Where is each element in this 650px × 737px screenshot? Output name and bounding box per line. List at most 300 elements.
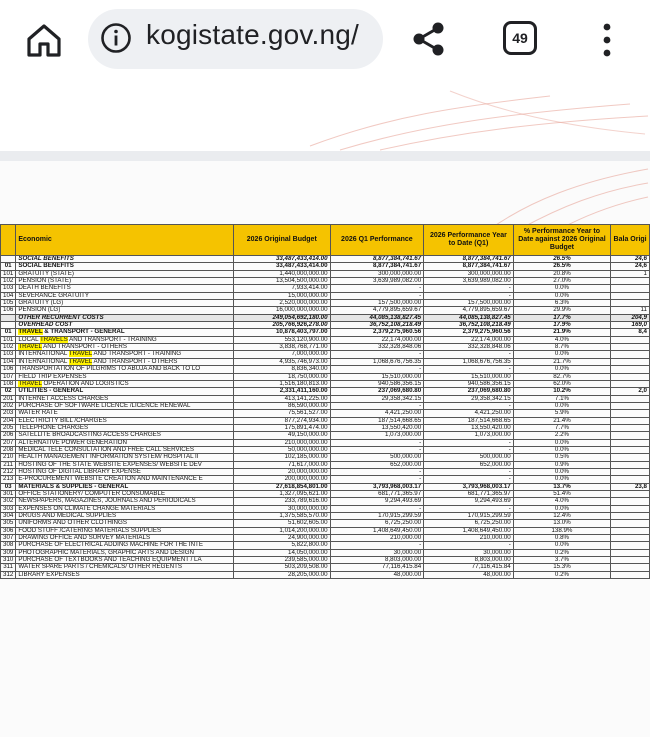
table-cell-pct: 12.4%	[513, 513, 610, 520]
table-cell-name: SOCIAL BENEFITS	[16, 263, 234, 270]
table-cell-bal	[611, 520, 650, 527]
table-row	[1, 278, 650, 285]
table-cell-ytd: -	[424, 476, 514, 483]
column-header: 2026 Q1 Performance	[330, 225, 424, 256]
table-cell-bal	[611, 432, 650, 439]
table-cell-name: UTILITIES - GENERAL	[16, 388, 234, 395]
table-cell-budget: 14,050,000.00	[234, 549, 331, 556]
table-cell-ytd: 1,073,000.00	[424, 432, 514, 439]
table-cell-q1: 332,328,848.06	[330, 344, 424, 351]
table-cell-name: SATELLITE BROADCASTING ACCESS CHARGES	[16, 432, 234, 439]
table-cell-bal	[611, 395, 650, 402]
table-cell-ytd: 48,000.00	[424, 571, 514, 578]
table-cell-q1: -	[330, 402, 424, 409]
table-cell-code: 306	[1, 527, 16, 534]
table-cell-ytd: 22,174,000.00	[424, 336, 514, 343]
table-row	[1, 300, 650, 307]
table-cell-name: SOCIAL BENEFITS	[16, 256, 234, 263]
table-cell-q1: -	[330, 542, 424, 549]
table-cell-name: TRAVEL & TRANSPORT - GENERAL	[16, 329, 234, 336]
table-cell-bal: 204,9	[611, 314, 650, 321]
table-cell-ytd: 3,793,968,003.17	[424, 483, 514, 490]
table-cell-bal	[611, 358, 650, 365]
table-cell-pct: 13.0%	[513, 520, 610, 527]
table-cell-q1: -	[330, 292, 424, 299]
table-cell-ytd: 8,877,384,741.67	[424, 256, 514, 263]
search-highlight: TRAVEL	[18, 380, 42, 387]
table-cell-code: 305	[1, 520, 16, 527]
table-cell-q1: 15,510,000.00	[330, 373, 424, 380]
table-row	[1, 424, 650, 431]
table-cell-bal	[611, 461, 650, 468]
table-cell-ytd: -	[424, 366, 514, 373]
table-cell-bal	[611, 380, 650, 387]
table-cell-q1: 1,073,000.00	[330, 432, 424, 439]
table-cell-pct: 27.0%	[513, 278, 610, 285]
table-cell-bal: 11	[611, 307, 650, 314]
table-row	[1, 491, 650, 498]
table-cell-ytd: 13,550,420.00	[424, 424, 514, 431]
table-cell-q1: 681,771,365.97	[330, 491, 424, 498]
table-cell-name: SEVERANCE GRATUITY	[16, 292, 234, 299]
table-cell-name: INTERNATIONAL TRAVEL AND TRANSPORT - TRAINING	[16, 351, 234, 358]
table-cell-pct: 0.0%	[513, 446, 610, 453]
table-cell-code: 103	[1, 285, 16, 292]
table-cell-budget: 16,000,000,000.00	[234, 307, 331, 314]
table-cell-name: EXPENSES ON CLIMATE CHANGE MATERIALS	[16, 505, 234, 512]
table-cell-budget: 3,838,768,771.00	[234, 344, 331, 351]
table-cell-pct: 21.4%	[513, 417, 610, 424]
table-cell-bal	[611, 549, 650, 556]
table-cell-name: FOOD STUFF /CATERING MATERIALS SUPPLIES	[16, 527, 234, 534]
table-cell-budget: 205,766,926,278.00	[234, 322, 331, 329]
table-cell-pct: 26.5%	[513, 263, 610, 270]
table-cell-ytd: 170,915,299.59	[424, 513, 514, 520]
table-cell-q1: 940,586,356.15	[330, 380, 424, 387]
table-cell-budget: 239,585,000.00	[234, 557, 331, 564]
table-cell-pct: 0.8%	[513, 535, 610, 542]
table-cell-name: OFFICE STATIONERY/ COMPUTER CONSUMABLE	[16, 491, 234, 498]
table-cell-bal	[611, 513, 650, 520]
table-cell-pct: 51.4%	[513, 491, 610, 498]
table-cell-name: FIELD TRIP EXPENSES	[16, 373, 234, 380]
table-cell-code: 101	[1, 270, 16, 277]
table-cell-name: HOSTING OF THE STATE WEBSITE EXPENSES/ WEBSITE DEV	[16, 461, 234, 468]
table-cell-ytd: 332,328,848.06	[424, 344, 514, 351]
table-cell-code: 205	[1, 424, 16, 431]
table-row	[1, 358, 650, 365]
table-cell-bal	[611, 476, 650, 483]
table-cell-bal	[611, 410, 650, 417]
table-cell-pct: 21.9%	[513, 329, 610, 336]
column-header: Bala Origi	[611, 225, 650, 256]
table-cell-bal: 1	[611, 270, 650, 277]
table-cell-budget: 1,440,000,000.00	[234, 270, 331, 277]
table-cell-q1: 8,803,000.00	[330, 557, 424, 564]
table-cell-code: 206	[1, 432, 16, 439]
table-cell-ytd: -	[424, 446, 514, 453]
more-menu-icon[interactable]	[596, 20, 618, 60]
table-cell-code: 104	[1, 292, 16, 299]
table-cell-bal	[611, 505, 650, 512]
table-cell-bal	[611, 402, 650, 409]
table-cell-q1: 237,069,680.80	[330, 388, 424, 395]
table-cell-q1: 29,358,342.15	[330, 395, 424, 402]
browser-toolbar	[0, 0, 650, 78]
table-cell-ytd: 77,116,415.84	[424, 564, 514, 571]
table-cell-budget: 175,891,474.00	[234, 424, 331, 431]
table-cell-code: 102	[1, 344, 16, 351]
table-cell-pct: 0.2%	[513, 571, 610, 578]
table-cell-pct: 10.2%	[513, 388, 610, 395]
home-icon[interactable]	[24, 20, 64, 60]
table-cell-name: HOSTING OF DIGITAL LIBRARY EXPENSE	[16, 468, 234, 475]
table-cell-budget: 2,331,411,160.00	[234, 388, 331, 395]
table-cell-pct: 0.0%	[513, 468, 610, 475]
table-cell-q1: 3,793,968,003.17	[330, 483, 424, 490]
table-cell-code: 106	[1, 366, 16, 373]
table-cell-budget: 7,000,000.00	[234, 351, 331, 358]
table-cell-bal	[611, 446, 650, 453]
table-cell-ytd: 6,725,250.00	[424, 520, 514, 527]
table-row	[1, 505, 650, 512]
table-cell-code: 106	[1, 307, 16, 314]
table-cell-name: LIBRARY EXPENSES	[16, 571, 234, 578]
table-cell-pct: 5.9%	[513, 410, 610, 417]
table-cell-pct: 0.9%	[513, 461, 610, 468]
table-cell-bal	[611, 417, 650, 424]
table-cell-q1: 44,085,138,827.45	[330, 314, 424, 321]
table-cell-ytd: 157,500,000.00	[424, 300, 514, 307]
table-cell-name: DRAWING OFFICE AND SURVEY MATERIALS	[16, 535, 234, 542]
table-cell-q1: -	[330, 366, 424, 373]
table-cell-name: OVERHEAD COST	[16, 322, 234, 329]
table-cell-q1: 1,068,676,756.35	[330, 358, 424, 365]
table-cell-pct: 29.9%	[513, 307, 610, 314]
table-cell-name: WATER SPARE PARTS / CHEMICALS/ OTHER REGENTS	[16, 564, 234, 571]
table-cell-ytd: 2,379,275,960.56	[424, 329, 514, 336]
table-cell-budget: 8,836,340.00	[234, 366, 331, 373]
table-cell-ytd: 4,421,250.00	[424, 410, 514, 417]
table-cell-bal: 24,6	[611, 256, 650, 263]
table-cell-ytd: -	[424, 292, 514, 299]
page-separator	[0, 151, 650, 161]
table-row	[1, 439, 650, 446]
table-cell-pct: 21.7%	[513, 358, 610, 365]
table-cell-pct: 7.1%	[513, 395, 610, 402]
table-cell-code: 01	[1, 329, 16, 336]
table-header-row	[1, 225, 650, 256]
table-cell-bal	[611, 278, 650, 285]
table-cell-q1: 170,915,299.59	[330, 513, 424, 520]
table-cell-q1: -	[330, 439, 424, 446]
table-cell-budget: 1,014,200,000.00	[234, 527, 331, 534]
table-cell-budget: 233,789,616.00	[234, 498, 331, 505]
table-cell-name: TRAVEL AND TRANSPORT - OTHERS	[16, 344, 234, 351]
table-cell-code: 01	[1, 263, 16, 270]
table-cell-code	[1, 322, 16, 329]
search-highlight: TRAVEL	[18, 343, 42, 351]
table-row	[1, 557, 650, 564]
table-cell-pct: 17.9%	[513, 322, 610, 329]
table-cell-pct: 0.0%	[513, 366, 610, 373]
table-cell-ytd: 8,877,384,741.67	[424, 263, 514, 270]
table-cell-budget: 200,000,000.00	[234, 476, 331, 483]
table-row	[1, 292, 650, 299]
table-cell-ytd: 187,514,668.65	[424, 417, 514, 424]
table-cell-code: 208	[1, 446, 16, 453]
table-cell-name: PENSION (STATE)	[16, 278, 234, 285]
table-cell-code: 302	[1, 498, 16, 505]
table-cell-code: 212	[1, 468, 16, 475]
table-cell-q1: 300,000,000.00	[330, 270, 424, 277]
table-cell-ytd: 8,803,000.00	[424, 557, 514, 564]
table-cell-bal	[611, 344, 650, 351]
table-cell-name: MEDICAL TELE CONSULTATION AND FREE CALL SERVICES	[16, 446, 234, 453]
table-cell-code: 03	[1, 483, 16, 490]
table-cell-q1: 13,550,420.00	[330, 424, 424, 431]
table-cell-code: 203	[1, 410, 16, 417]
table-cell-q1: 48,000.00	[330, 571, 424, 578]
table-cell-ytd: -	[424, 285, 514, 292]
table-row	[1, 270, 650, 277]
table-cell-ytd: 9,294,493.69	[424, 498, 514, 505]
table-cell-q1: 8,877,384,741.67	[330, 263, 424, 270]
table-cell-budget: 27,618,854,801.00	[234, 483, 331, 490]
table-cell-name: TELEPHONE CHARGES	[16, 424, 234, 431]
table-cell-code: 308	[1, 542, 16, 549]
table-cell-q1: 652,000.00	[330, 461, 424, 468]
table-cell-budget: 71,617,000.00	[234, 461, 331, 468]
table-cell-name: PURCHASE OF ELECTRICAL ADDING MACHINE FOR THE INTE	[16, 542, 234, 549]
table-cell-code: 102	[1, 278, 16, 285]
table-cell-bal	[611, 292, 650, 299]
table-row	[1, 336, 650, 343]
table-cell-pct: 7.7%	[513, 424, 610, 431]
table-cell-code: 201	[1, 395, 16, 402]
table-row	[1, 549, 650, 556]
table-cell-code: 204	[1, 417, 16, 424]
table-row	[1, 402, 650, 409]
table-cell-name: INTERNATIONAL TRAVEL AND TRANSPORT - OTHERS	[16, 358, 234, 365]
table-cell-code: 304	[1, 513, 16, 520]
table-row	[1, 285, 650, 292]
table-cell-pct: 0.0%	[513, 476, 610, 483]
table-cell-code: 310	[1, 557, 16, 564]
table-row	[1, 527, 650, 534]
table-cell-q1: -	[330, 505, 424, 512]
table-row	[1, 476, 650, 483]
table-row	[1, 520, 650, 527]
table-cell-budget: 30,000,000.00	[234, 505, 331, 512]
table-cell-pct: 6.3%	[513, 300, 610, 307]
table-cell-code: 107	[1, 373, 16, 380]
table-cell-bal	[611, 336, 650, 343]
table-cell-budget: 15,000,000.00	[234, 292, 331, 299]
table-row	[1, 329, 650, 336]
table-cell-bal	[611, 373, 650, 380]
table-cell-bal: 169,0	[611, 322, 650, 329]
table-cell-name: MATERIALS & SUPPLIES - GENERAL	[16, 483, 234, 490]
table-cell-name: ELECTRICITY BILL /CHARGES	[16, 417, 234, 424]
table-cell-bal	[611, 424, 650, 431]
table-cell-q1: 1,408,649,450.00	[330, 527, 424, 534]
table-cell-q1: 36,752,108,218.49	[330, 322, 424, 329]
table-cell-bal	[611, 557, 650, 564]
table-cell-budget: 18,750,000.00	[234, 373, 331, 380]
table-cell-budget: 877,274,934.00	[234, 417, 331, 424]
table-cell-q1: -	[330, 446, 424, 453]
table-row	[1, 432, 650, 439]
table-cell-name: LOCAL TRAVELS AND TRANSPORT - TRAINING	[16, 336, 234, 343]
table-cell-pct: 0.0%	[513, 402, 610, 409]
table-cell-pct: 0.0%	[513, 292, 610, 299]
table-cell-bal	[611, 300, 650, 307]
table-cell-ytd: 940,586,356.15	[424, 380, 514, 387]
table-cell-budget: 1,516,180,813.00	[234, 380, 331, 387]
budget-table	[0, 224, 650, 579]
table-cell-budget: 503,209,508.00	[234, 564, 331, 571]
table-cell-budget: 33,487,433,414.00	[234, 263, 331, 270]
table-cell-bal	[611, 535, 650, 542]
table-cell-ytd: 210,000.00	[424, 535, 514, 542]
table-cell-budget: 24,900,000.00	[234, 535, 331, 542]
table-cell-code: 303	[1, 505, 16, 512]
table-cell-budget: 13,504,500,000.00	[234, 278, 331, 285]
table-cell-code	[1, 314, 16, 321]
table-row	[1, 344, 650, 351]
table-cell-pct: 13.7%	[513, 483, 610, 490]
table-cell-ytd: -	[424, 505, 514, 512]
table-cell-pct: 20.8%	[513, 270, 610, 277]
table-cell-pct: 0.0%	[513, 542, 610, 549]
table-cell-q1: 4,779,895,659.67	[330, 307, 424, 314]
table-cell-q1: 22,174,000.00	[330, 336, 424, 343]
table-cell-bal: 23,8	[611, 483, 650, 490]
table-cell-budget: 7,933,414.00	[234, 285, 331, 292]
table-cell-pct: 0.0%	[513, 439, 610, 446]
table-cell-q1: 8,877,384,741.67	[330, 256, 424, 263]
table-row	[1, 564, 650, 571]
info-icon[interactable]	[100, 22, 132, 54]
table-cell-name: GRATUITY (LG)	[16, 300, 234, 307]
table-row	[1, 395, 650, 402]
table-cell-pct: 0.5%	[513, 454, 610, 461]
table-cell-ytd: 30,000.00	[424, 549, 514, 556]
table-cell-ytd: 44,085,138,827.45	[424, 314, 514, 321]
table-cell-budget: 1,327,095,621.00	[234, 491, 331, 498]
table-row	[1, 380, 650, 387]
search-highlight: TRAVELS	[40, 336, 68, 343]
table-cell-pct: 0.2%	[513, 549, 610, 556]
table-cell-pct: 17.7%	[513, 314, 610, 321]
table-cell-ytd: 1,068,676,756.35	[424, 358, 514, 365]
table-row	[1, 446, 650, 453]
table-row	[1, 483, 650, 490]
table-cell-q1: 4,421,250.00	[330, 410, 424, 417]
table-cell-bal	[611, 571, 650, 578]
table-cell-name: GRATUITY (STATE)	[16, 270, 234, 277]
table-cell-name: HEALTH MANAGEMENT INFORMATION SYSTEM/ HOSPITAL II	[16, 454, 234, 461]
table-cell-bal	[611, 366, 650, 373]
share-icon[interactable]	[410, 20, 448, 58]
table-cell-bal	[611, 564, 650, 571]
column-header	[1, 225, 16, 256]
table-cell-pct: 8.7%	[513, 344, 610, 351]
table-cell-name: DEATH BENEFITS	[16, 285, 234, 292]
table-cell-pct: 0.0%	[513, 505, 610, 512]
table-row	[1, 410, 650, 417]
table-row	[1, 571, 650, 578]
table-cell-name: OTHER RECURRENT COSTS	[16, 314, 234, 321]
search-highlight: TRAVEL	[68, 350, 93, 358]
table-cell-q1: 187,514,668.65	[330, 417, 424, 424]
table-cell-bal: 8,4	[611, 329, 650, 336]
tab-count-button[interactable]: 49	[503, 21, 537, 55]
table-cell-ytd: 4,779,895,659.67	[424, 307, 514, 314]
table-cell-ytd: -	[424, 468, 514, 475]
table-cell-ytd: 237,069,680.80	[424, 388, 514, 395]
table-cell-code: 213	[1, 476, 16, 483]
table-cell-ytd: 652,000.00	[424, 461, 514, 468]
table-cell-budget: 249,054,692,180.00	[234, 314, 331, 321]
table-cell-code: 104	[1, 358, 16, 365]
table-cell-pct: 26.5%	[513, 256, 610, 263]
table-cell-name: PURCHASE OF TEXTBOOKS AND TEACHING EQUIPMENT / LA	[16, 557, 234, 564]
table-cell-bal: 24,6	[611, 263, 650, 270]
table-cell-q1: 6,725,250.00	[330, 520, 424, 527]
table-cell-bal	[611, 527, 650, 534]
table-cell-budget: 50,000,000.00	[234, 446, 331, 453]
table-cell-ytd: 3,639,989,082.00	[424, 278, 514, 285]
table-row	[1, 373, 650, 380]
table-cell-budget: 86,590,000.00	[234, 402, 331, 409]
table-cell-code: 211	[1, 461, 16, 468]
table-cell-q1: 77,116,415.84	[330, 564, 424, 571]
table-cell-code: 309	[1, 549, 16, 556]
table-row	[1, 498, 650, 505]
table-cell-budget: 33,487,433,414.00	[234, 256, 331, 263]
table-cell-code: 311	[1, 564, 16, 571]
table-cell-ytd: 15,510,000.00	[424, 373, 514, 380]
table-cell-code: 210	[1, 454, 16, 461]
table-cell-code: 101	[1, 336, 16, 343]
table-row	[1, 535, 650, 542]
table-row	[1, 307, 650, 314]
table-cell-ytd: 500,000.00	[424, 454, 514, 461]
table-cell-q1: -	[330, 468, 424, 475]
url-text[interactable]: kogistate.gov.ng/	[146, 19, 360, 50]
table-cell-budget: 2,520,000,000.00	[234, 300, 331, 307]
table-cell-ytd: 29,358,342.15	[424, 395, 514, 402]
table-cell-code: 312	[1, 571, 16, 578]
table-cell-ytd: -	[424, 542, 514, 549]
table-cell-pct: 82.7%	[513, 373, 610, 380]
column-header: % Performance Year to Date against 2026 Original Budget	[513, 225, 610, 256]
table-row	[1, 461, 650, 468]
table-row	[1, 417, 650, 424]
table-cell-bal	[611, 468, 650, 475]
table-cell-bal	[611, 285, 650, 292]
table-cell-code: 307	[1, 535, 16, 542]
table-cell-pct: 4.0%	[513, 498, 610, 505]
table-cell-q1: 3,639,989,082.00	[330, 278, 424, 285]
table-cell-budget: 4,935,746,973.00	[234, 358, 331, 365]
table-cell-ytd: -	[424, 351, 514, 358]
table-cell-name: NEWSPAPERS, MAGAZINES, JOURNALS AND PERIODICALS	[16, 498, 234, 505]
table-cell-name: PURCHASE OF SOFTWARE LICENCE /LICENCE RENEWAL	[16, 402, 234, 409]
table-cell-name: PENSION (LG)	[16, 307, 234, 314]
